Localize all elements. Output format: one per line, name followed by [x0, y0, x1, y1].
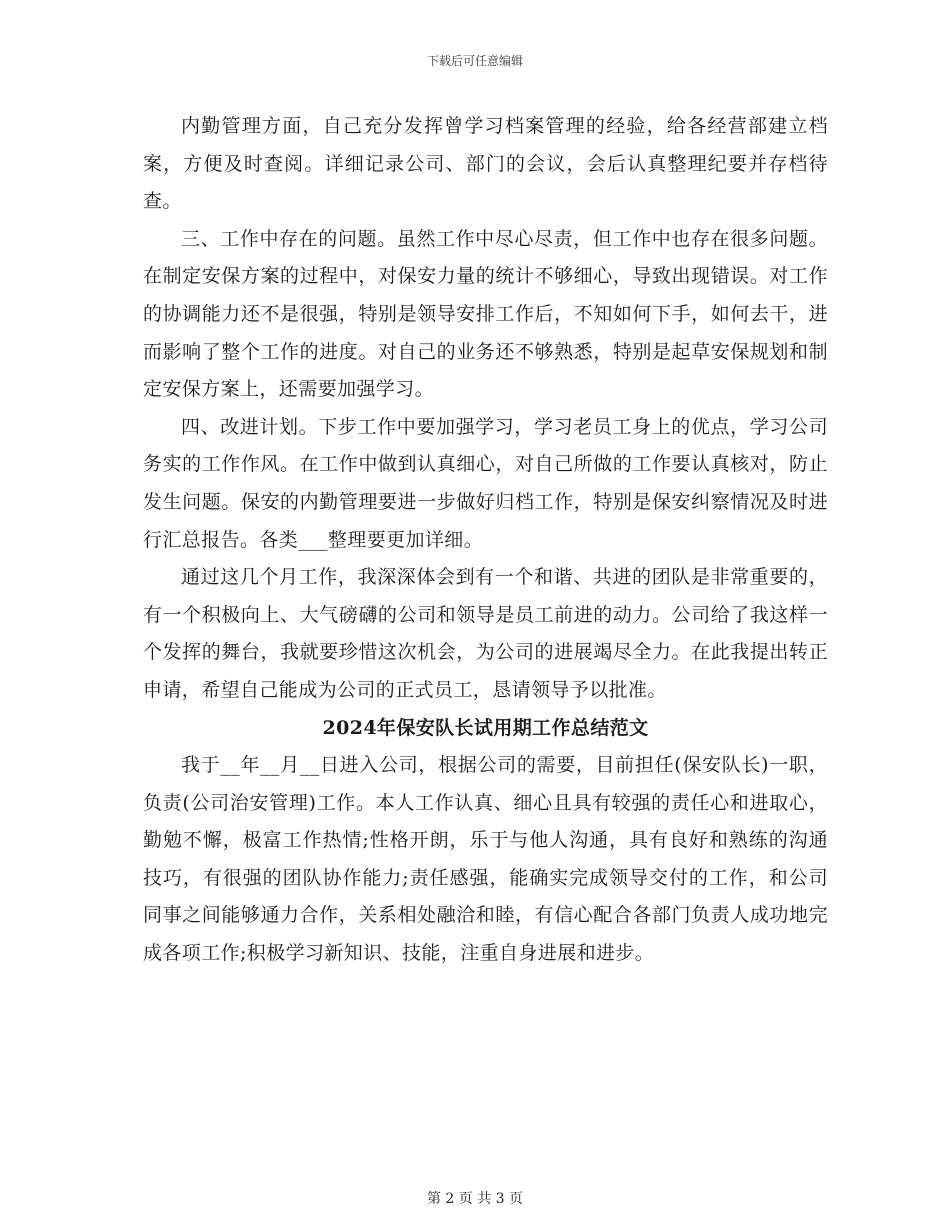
section-title: 2024年保安队长试用期工作总结范文	[322, 716, 649, 739]
paragraph-introduction: 我于__年__月__日进入公司，根据公司的需要，目前担任(保安队长)一职，负责(公司治安管理)工作。本人工作认真、细心且具有较强的责任心和进取心，勤勉不懈，极富工作热情;性格开朗，乐于与他人沟通，具有良好和熟练的沟通技巧，有很强的团队协作能力;责任感强，能确实完成领导交付的工作，和公司同事之间能够通力合作，关系相处融洽和睦，有信心配合各部门负责人成功地完成各项工作;积极学习新知识、技能，注重自身进展和进步。	[143, 754, 828, 965]
paragraph-problems: 三、工作中存在的问题。虽然工作中尽心尽责，但工作中也存在很多问题。在制定安保方案的过程中，对保安力量的统计不够细心，导致出现错误。对工作的协调能力还不是很强，特别是领导安排工作后，不知如何下手，如何去干，进而影响了整个工作的进度。对自己的业务还不够熟悉，特别是起草安保规划和制定安保方案上，还需要加强学习。	[143, 227, 828, 401]
paragraph-conclusion: 通过这几个月工作，我深深体会到有一个和谐、共进的团队是非常重要的，有一个积极向上、大气磅礴的公司和领导是员工前进的动力。公司给了我这样一个发挥的舞台，我就要珍惜这次机会，为公司的进展竭尽全力。在此我提出转正申请，希望自己能成为公司的正式员工，恳请领导予以批准。	[143, 566, 828, 701]
paragraph-internal-management: 内勤管理方面，自己充分发挥曾学习档案管理的经验，给各经营部建立档案，方便及时查阅。详细记录公司、部门的会议，会后认真整理纪要并存档待查。	[143, 115, 828, 213]
page-header: 下载后可任意编辑	[426, 54, 523, 68]
paragraph-improvement-plan: 四、改进计划。下步工作中要加强学习，学习老员工身上的优点，学习公司务实的工作作风。在工作中做到认真细心，对自己所做的工作要认真核对，防止发生问题。保安的内勤管理要进一步做好归档工作，特别是保安纠察情况及时进行汇总报告。各类___整理要更加详细。	[143, 415, 828, 551]
page-footer: 第 2 页 共 3 页	[426, 1191, 524, 1207]
document-body	[143, 108, 828, 973]
